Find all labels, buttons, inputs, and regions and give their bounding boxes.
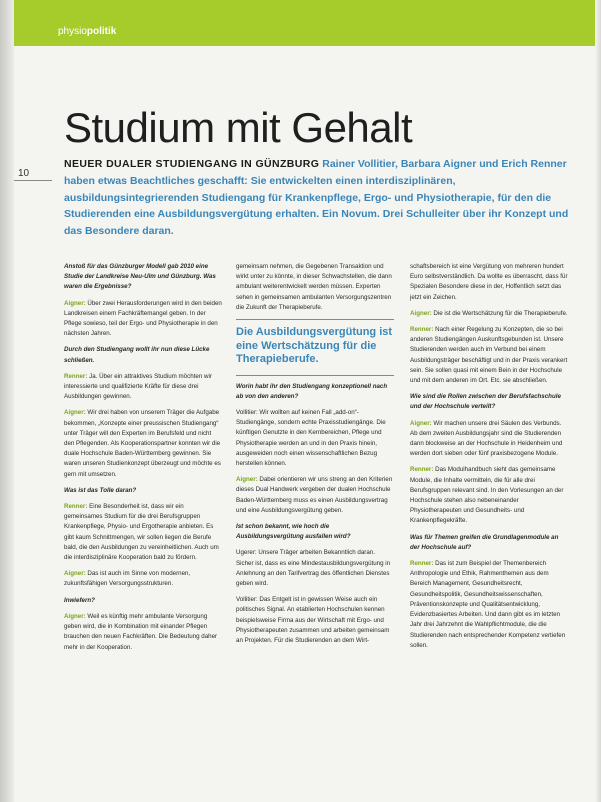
answer-text: Die ist die Wertschätzung für die Therapieberufe.: [431, 309, 568, 317]
speaker-name: Aigner:: [64, 299, 86, 307]
interview-answer: [236, 262, 394, 313]
answer-text: Eine Besonderheit ist, dass wir ein gemeinsames Studium für die drei Berufsgruppen Krankenpflege, Physio- und Ergotherapie anbieten. Es gibt kaum Schnittmengen, wir sollen liegen die Berufe bald, die den Ausbildungen zu vereinheitlichen. Auch um die interdisziplinäre Kooperation bald zu fördern.: [64, 503, 219, 562]
speaker-name: Renner:: [64, 503, 88, 511]
interview-question: Durch den Studiengang wollt ihr nun diese Lücke schließen.: [64, 346, 210, 364]
article-title: Studium mit Gehalt: [64, 104, 413, 151]
page-number: 10: [18, 168, 30, 179]
pull-quote: Die Ausbildungsvergütung ist eine Wertschätzung für die Therapieberufe.: [236, 319, 394, 376]
speaker-name: Renner:: [64, 372, 88, 380]
lead-headline: NEUER DUALER STUDIENGANG IN GÜNZBURG: [64, 158, 320, 170]
interview-question: Anstoß für das Günzburger Modell gab 2010 eine Studie der Landkreise Neu-Ulm und Günzburg. Was waren die Ergebnisse?: [64, 263, 216, 291]
speaker-name: Renner:: [410, 466, 434, 474]
speaker-name: Aigner:: [64, 570, 86, 578]
interview-answer: [64, 408, 222, 479]
page-edge-shadow: [595, 0, 601, 802]
speaker-name: Aigner:: [236, 476, 258, 484]
answer-text: Wir drei haben von unserem Träger die Aufgabe bekommen, „Konzepte einer preussischen Studiengang“ unter Träger will den Experten im Berufsfeld und nicht den Pflegenden. Als Kooperationspartner konnten wir die duale Hochschule Baden-Württemberg gewinnen. Sie waren unseren Studienkonzept überzeugt und möchte es gern mit umsetzen.: [64, 409, 221, 478]
answer-text: Über zwei Herausforderungen wird in den beiden Landkreisen einem Fachkräftemangel geben. In der Pflege sowieso, teil der Ergo- und Physiotherapie in den nächsten Jahren.: [64, 299, 222, 338]
speaker-name: Aigner:: [64, 409, 86, 417]
text-column-2: [236, 262, 394, 652]
interview-answer: [236, 595, 394, 646]
speaker-name: Renner:: [410, 560, 434, 568]
interview-answer: [64, 299, 222, 340]
answer-text: schaftsbereich ist eine Vergütung von mehreren hundert Euro selbstverständlich. Da wollte es überrascht, dass für Spezialen Besondere diese in der, Hoffentlich setzt das jetzt ein Zeichen.: [410, 263, 568, 301]
interview-answer: [64, 569, 222, 589]
interview-answer: [236, 408, 394, 469]
text-column-1: [64, 262, 222, 659]
interview-question: Worin habt ihr den Studiengang konzeptionell nach ab von den anderen?: [236, 382, 388, 400]
section-header-bar: [14, 0, 601, 46]
interview-answer: [410, 262, 568, 303]
answer-text: Nach einer Regelung zu Konzepten, die so bei anderen Studiengängen Auskunftsgebunden ist. Unsere Studierenden werden auch im Verbund bei einem Ausbildungsträger beschäftigt und in der Praxis verankert sein. Sie sollen quasi mit einem Bein in der Hochschule und mit dem anderen im Ort. Etc. sie abschließen.: [410, 326, 568, 385]
article-lead: [64, 156, 574, 240]
answer-text: Vollitier: Das Entgelt ist in gewissen Weise auch ein politisches Signal. An etablierten Hochschulen kennen beispielsweise Firma aus der Wirtschaft mit Ergo- und Physiotherapeuten zusammen und arbeiten gemeinsam an Projekten. Für die Studierenden an dem Wirt-: [236, 596, 390, 644]
speaker-name: Aigner:: [410, 309, 432, 317]
answer-text: gemeinsam nehmen, die Gegebenen Transaktion und wirkt unter zu könnte, in dieser Schwachstellen, die dann ambulant weiterentwickelt werden müssen. Experten sehen in gemeinsamen ambulanten Versorgungszentren die Zukunft der Therapieberufe.: [236, 263, 392, 311]
interview-answer: [64, 502, 222, 563]
interview-question: Was für Themen greifen die Grundlagenmodule an der Hochschule auf?: [410, 533, 559, 551]
kicker-physio: physio: [58, 26, 87, 37]
answer-text: Wir machen unsere drei Säulen des Verbunds. Ab dem zweiten Ausbildungsjahr sind die Studierenden dann blockweise an der Hochschule in Heidenheim und werden dort sieben oder fünf praxisbezogene Module.: [410, 419, 563, 458]
interview-question: Ist schon bekannt, wie hoch die Ausbildungsvergütung ausfallen wird?: [236, 522, 351, 541]
answer-text: Ja. Über ein attraktives Studium möchten wir interessierte und qualifizierte Kräfte für diese drei Ausbildungen gewinnen.: [64, 372, 212, 401]
interview-question: Wie sind die Rollen zwischen der Berufsfachschule und der Hochschule verteilt?: [410, 393, 561, 411]
speaker-name: Aigner:: [410, 419, 432, 427]
interview-answer: [410, 309, 568, 319]
answer-text: Das ist auch im Sinne von modernen, zukunftsfähigen Versorgungsstrukturen.: [64, 570, 191, 588]
answer-text: Ugerer: Unsere Träger arbeiten Bekanntlich daran. Sicher ist, dass es eine Mindestausbildungsvergütung in Anlehnung an den Tarifvertrag des öffentlichen Dienstes geben wird.: [236, 549, 391, 587]
interview-answer: [64, 612, 222, 653]
answer-text: Das ist zum Beispiel der Themenbereich Anthropologie und Ethik, Rahmenthemen aus dem Bereich Management, Gesundheitsrecht, Gesundheitspolitik, Gesundheitswissenschaften, Präventionskonzepte und Qualitätsentwicklung, Evidenzbasiertes Arbeiten. Und dann gibt es im letzten Jahr drei Jahrzehnt die Wahlpflichtmodule, die die Studierenden nach entsprechender Kompetenz vertiefen sollen.: [410, 560, 566, 649]
answer-text: Weil es künftig mehr ambulante Versorgung geben wird, die in Kombination mit einander Pflegen brauchen den neuen Fachkräften. Die Bedeutung daher mehr in der Kooperation.: [64, 612, 218, 651]
lead-text: Rainer Vollitier, Barbara Aigner und Erich Renner haben etwas Beachtliches geschafft: Sie entwickelten einen interdisziplinären, ausbildungsintegrierenden Studiengang für Krankenpflege, Ergo- und Physiotherapie, für den die Studierenden eine Ausbildungsvergütung erhalten. Ein Novum. Drei Schulleiter über ihr Konzept und das Besondere daran.: [64, 158, 569, 238]
interview-question: Inwiefern?: [64, 596, 95, 604]
interview-answer: [410, 465, 568, 526]
speaker-name: Aigner:: [64, 612, 86, 620]
interview-answer: [236, 548, 394, 589]
speaker-name: Renner:: [410, 326, 434, 334]
section-kicker: [58, 26, 116, 37]
page-spine-shadow: [0, 0, 14, 802]
answer-text: Dabei orientieren wir uns streng an den Kriterien dieses Dual Handwerk vergeben der dualen Hochschule Baden-Württemberg muss es einen Ausbildungsvertrag und eine Ausbildungsvergütung geben.: [236, 476, 393, 514]
interview-answer: [236, 475, 394, 516]
interview-answer: [410, 419, 568, 460]
interview-answer: [64, 372, 222, 403]
page-number-rule: [14, 180, 52, 181]
interview-answer: [410, 325, 568, 386]
text-column-3: [410, 262, 568, 657]
interview-question: Was ist das Tolle daran?: [64, 486, 137, 494]
answer-text: Vollitier: Wir wollten auf keinen Fall „add-on“-Studiengänge, sondern echte Praxisstudiengänge. Die künftigen Genutzte in den Kernbereichen, Pflege und Physiotherapie werden an und in den Praxis hinein, ausgeweiden noch einen wissenschaftlichen Bezug herstellen können.: [236, 408, 386, 467]
kicker-politik: politik: [86, 26, 117, 37]
interview-answer: [410, 559, 568, 651]
answer-text: Das Modulhandbuch sieht das gemeinsame Module, die Inhalte vermitteln, die für alle drei Berufsgruppen relevant sind. In den Vorlesungen an der Hochschule stehen also nebeneinander Physiotherapeuten und Gesundheits- und Krankenpflegekräfte.: [410, 466, 564, 525]
